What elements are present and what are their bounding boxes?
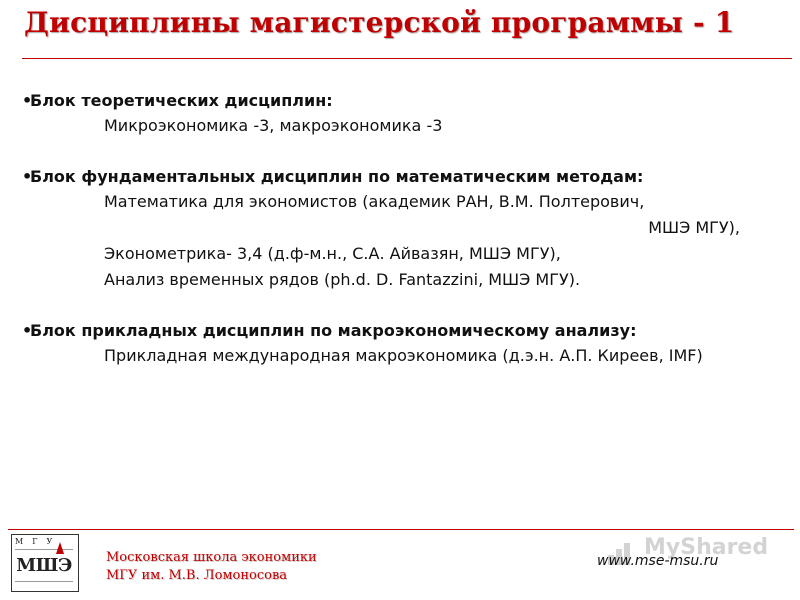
bullet-icon: •	[22, 91, 33, 110]
block-line: Микроэкономика -3, макроэкономика -3	[104, 116, 443, 135]
block-line: Математика для экономистов (академик РАН, В.М. Полтерович,	[104, 192, 645, 211]
bullet-icon: •	[22, 321, 33, 340]
logo-mgu-text: МГУ	[15, 537, 62, 546]
watermark-text: MyShared	[644, 535, 769, 560]
block-heading	[22, 319, 792, 343]
block-heading-text: Блок фундаментальных дисциплин по математическим методам:	[30, 167, 644, 186]
slide-title: Дисциплины магистерской программы - 1	[24, 6, 735, 39]
title-divider	[22, 58, 792, 59]
tower-icon	[56, 542, 64, 554]
block-fundamental	[22, 165, 792, 293]
block-heading	[22, 89, 792, 113]
school-name	[106, 549, 317, 585]
school-name-line2: МГУ им. М.В. Ломоносова	[106, 568, 288, 583]
logo-mshe-text: МШЭ	[16, 555, 72, 576]
block-theoretical	[22, 89, 792, 139]
block-heading-text: Блок прикладных дисциплин по макроэкономическому анализу:	[30, 321, 637, 340]
block-heading	[22, 165, 792, 189]
block-line: МШЭ МГУ),	[648, 218, 740, 237]
website-link[interactable]: www.mse-msu.ru	[597, 553, 719, 569]
footer-divider	[8, 529, 794, 530]
block-line: Прикладная международная макроэкономика (д.э.н. А.П. Киреев, IMF)	[104, 346, 703, 365]
logo-rule	[15, 581, 73, 582]
block-line: Анализ временных рядов (ph.d. D. Fantazzini, МШЭ МГУ).	[104, 270, 581, 289]
block-line: Эконометрика- 3,4 (д.ф-м.н., С.А. Айвазян, МШЭ МГУ),	[104, 244, 561, 263]
bullet-icon: •	[22, 167, 33, 186]
school-name-line1: Московская школа экономики	[106, 550, 317, 565]
block-applied	[22, 319, 792, 369]
mse-logo	[11, 534, 79, 592]
block-heading-text: Блок теоретических дисциплин:	[30, 91, 333, 110]
slide-content	[22, 89, 792, 395]
logo-rule	[15, 549, 73, 550]
